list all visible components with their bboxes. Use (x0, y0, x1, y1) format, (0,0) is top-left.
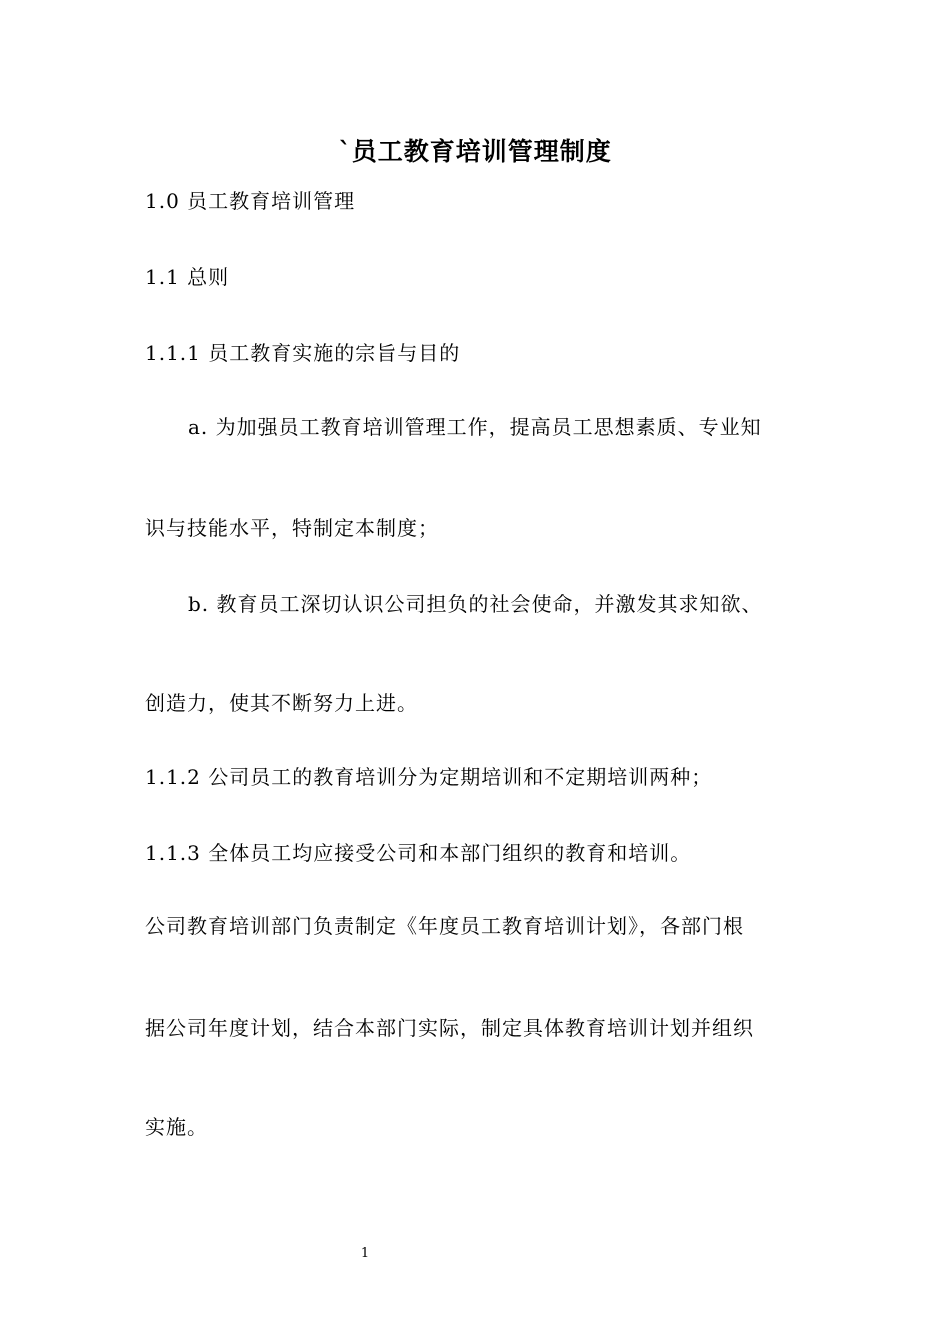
paragraph-a-line-1: a. 为加强员工教育培训管理工作，提高员工思想素质、专业知 (188, 415, 762, 439)
page-number: 1 (360, 1246, 370, 1261)
section-heading-1-1-1: 1.1.1 员工教育实施的宗旨与目的 (145, 341, 461, 365)
document-title: `员工教育培训管理制度 (338, 137, 612, 166)
section-1-1-3: 1.1.3 全体员工均应接受公司和本部门组织的教育和培训。 (145, 841, 692, 865)
paragraph-a-line-2: 识与技能水平，特制定本制度； (145, 516, 439, 540)
paragraph-plan-line-2: 据公司年度计划，结合本部门实际，制定具体教育培训计划并组织 (145, 1016, 754, 1040)
paragraph-plan-line-1: 公司教育培训部门负责制定《年度员工教育培训计划》，各部门根 (145, 914, 744, 938)
paragraph-plan-line-3: 实施。 (145, 1115, 208, 1139)
paragraph-b-line-1: b. 教育员工深切认识公司担负的社会使命，并激发其求知欲、 (188, 592, 763, 616)
paragraph-b-line-2: 创造力，使其不断努力上进。 (145, 691, 418, 715)
section-heading-1-0: 1.0 员工教育培训管理 (145, 189, 356, 213)
section-1-1-2: 1.1.2 公司员工的教育培训分为定期培训和不定期培训两种； (145, 765, 713, 789)
section-heading-1-1: 1.1 总则 (145, 265, 230, 289)
